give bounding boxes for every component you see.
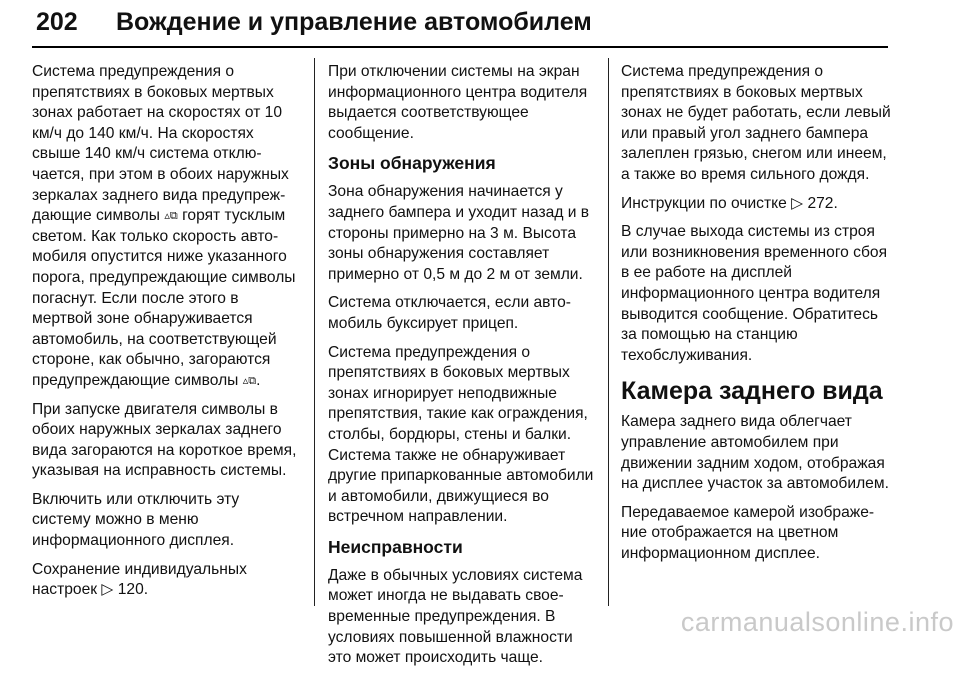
page-header <box>32 6 888 46</box>
text: Сохранение индивидуальных настроек <box>32 560 247 599</box>
text: . <box>143 581 149 599</box>
blind-spot-warning-icon: ▵⧉ <box>242 374 257 387</box>
watermark: carmanualsonline.info <box>680 607 954 637</box>
paragraph: Включить или отключить эту систему можно в меню информационного дисплея. <box>32 490 240 550</box>
paragraph: При запуске двигателя символы в обоих наружных зеркалах заднего вида загораются на короткое время, указывая на исправность системы. <box>32 400 297 480</box>
page-reference-link[interactable]: ▷ 272 <box>791 194 834 212</box>
header-rule <box>32 46 888 48</box>
paragraph: В случае выхода системы из строя или возникновения временного сбоя в ее работе на дисплей информационного центра водителя выводится сообщение. Обратитесь за помощью на станцию техобслуживания. <box>621 223 888 364</box>
section-heading-faults: Неисправности <box>328 536 463 557</box>
paragraph: Зона обнаружения начинается у заднего бампера и уходит назад и в стороны примерно на 3 м. Высота зоны обнаружения составляет примерно от 0,5 м до 2 м от земли. <box>328 183 590 283</box>
paragraph: Система отключается, если автомобиль буксирует прицеп. <box>328 294 571 332</box>
paragraph: Даже в обычных условиях система может иногда не выдавать своевременные предупреждения. В условиях повышенной влажности это может происходить чаще. <box>328 566 583 667</box>
blind-spot-warning-icon: ▵⧉ <box>164 210 178 223</box>
column-divider <box>314 58 315 606</box>
column-1 <box>32 62 302 609</box>
section-heading-camera: Камера заднего вида <box>621 377 883 406</box>
page-number: 202 <box>36 8 78 36</box>
text: Система предупреждения о препятствиях в боковых мертвых зонах работает на скоростях от 10 км/ч до 140 км/ч. На скоростях свыше 140 км/ч система отключается, при этом в обоих наружных зеркалах заднего вида предупреждающие символы <box>32 63 289 225</box>
paragraph <box>32 62 302 392</box>
page-title: Вождение и управление автомобилем <box>116 8 592 36</box>
paragraph: Система предупреждения о препятствиях в боковых мертвых зонах не будет работать, если левый или правый угол заднего бампера залеплен грязью, снегом или инеем, а также во время сильного дождя. <box>621 63 891 183</box>
page-reference-link[interactable]: ▷ 120 <box>101 581 144 599</box>
paragraph <box>621 194 891 215</box>
column-divider <box>608 58 609 606</box>
text: . <box>833 194 838 212</box>
text: . <box>256 371 261 389</box>
column-3 <box>621 62 891 572</box>
section-heading-zones: Зоны обнаружения <box>328 153 496 174</box>
text: горят тусклым светом. Как только скорость автомобиля опустится ниже указанного порога, предупреждающие символы погаснут. Если после этого в мертвой зоне обнаруживается автомобиль, на соответствующей стороне, как обычно, загораются предупреждающие символы <box>32 207 296 389</box>
paragraph: При отключении системы на экран информационного центра водителя выдается соответствующее сообщение. <box>328 63 588 142</box>
paragraph: Передаваемое камерой изображение отображается на цветном информационном дисплее. <box>621 503 875 562</box>
paragraph <box>32 560 302 601</box>
text: Инструкции по очистке <box>621 194 787 212</box>
column-2 <box>328 62 598 677</box>
paragraph: Система предупреждения о препятствиях в боковых мертвых зонах игнорирует неподвижные препятствия, такие как ограждения, столбы, бордюры, стены и балки. Система также не обнаруживает другие припаркованные автомобили и автомобили, движущиеся во встречном направлении. <box>328 343 594 526</box>
paragraph: Камера заднего вида облегчает управление автомобилем при движении задним ходом, отображая на дисплее участок за автомобилем. <box>621 413 889 493</box>
